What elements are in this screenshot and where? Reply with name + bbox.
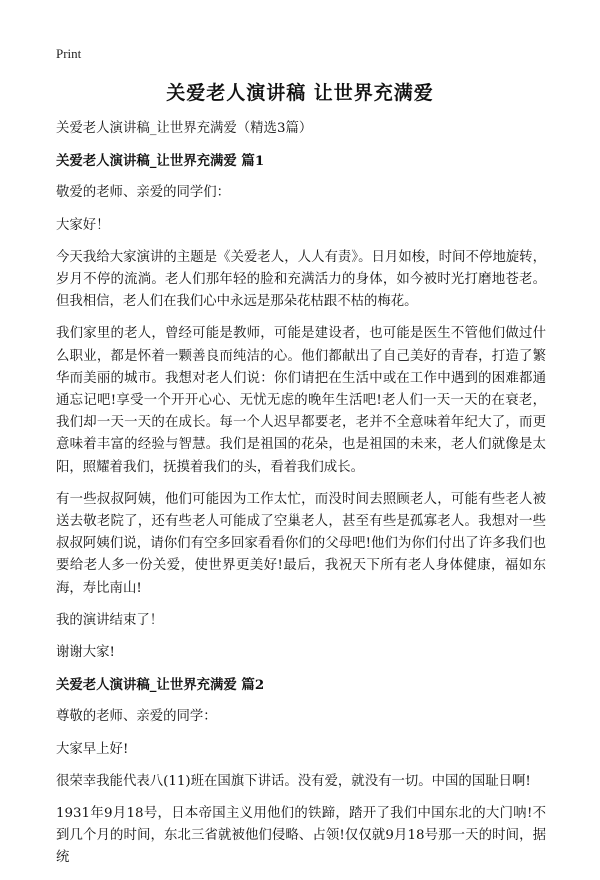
document-body [56,118,546,880]
greeting: 大家好！ [56,217,110,233]
paragraph: 有一些叔叔阿姨，他们可能因为工作太忙，而没时间去照顾老人，可能有些老人被送去敬老院了，还有些老人可能成了空巢老人，甚至有些是孤寡老人。我想对一些叔叔阿姨们说，请你们有空多回家看看你们的父母吧!他们为你们付出了许多我们也要给老人多一份关爱，使世界更美好!最后，我祝天下所有老人身体健康，福如东海，寿比南山! [56,491,546,596]
salutation: 尊敬的老师、亲爱的同学： [56,709,217,725]
thanks-line: 谢谢大家! [56,645,115,661]
paragraph: 1931年9月18号，日本帝国主义用他们的铁蹄，踏开了我们中国东北的大门呐!不到几个月的时间，东北三省就被他们侵略、占领!仅仅就9月18号那一天的时间，据统 [56,806,546,866]
document-subtitle: 关爱老人演讲稿_让世界充满爱（精选3篇） [56,121,313,136]
greeting: 大家早上好! [56,741,129,757]
section-heading-2: 关爱老人演讲稿_让世界充满爱 篇2 [56,677,265,694]
section-heading-1: 关爱老人演讲稿_让世界充满爱 篇1 [56,153,265,170]
paragraph: 今天我给大家演讲的主题是《关爱老人，人人有责》。日月如梭，时间不停地旋转，岁月不停的流淌。老人们那年轻的脸和充满活力的身体，如今被时光打磨地苍老。但我相信，老人们在我们心中永远是那朵花枯跟不枯的梅花。 [56,249,546,310]
print-link[interactable]: Print [56,46,82,61]
salutation: 敬爱的老师、亲爱的同学们： [56,185,231,201]
paragraph: 我们家里的老人，曾经可能是教师，可能是建设者，也可能是医生不管他们做过什么职业，都是怀着一颗善良而纯洁的心。他们都献出了自己美好的青春，打造了繁华而美丽的城市。我想对老人们说：你们请把在生活中或在工作中遇到的困难都通通忘记吧!享受一个开开心心、无忧无虑的晚年生活吧!老人们一天一天的在衰老，我们却一天一天的在成长。每一个人迟早都要老，老并不全意味着年纪大了，而更意味着丰富的经验与智慧。我们是祖国的花朵，也是祖国的未来，老人们就像是太阳，照耀着我们，抚摸着我们的头，看着我们成长。 [56,326,546,475]
closing-line: 我的演讲结束了！ [56,612,164,628]
document-title: 关爱老人演讲稿 让世界充满爱 [166,82,434,104]
paragraph: 很荣幸我能代表八(11)班在国旗下讲话。没有爱，就没有一切。中国的国耻日啊! [56,773,531,789]
